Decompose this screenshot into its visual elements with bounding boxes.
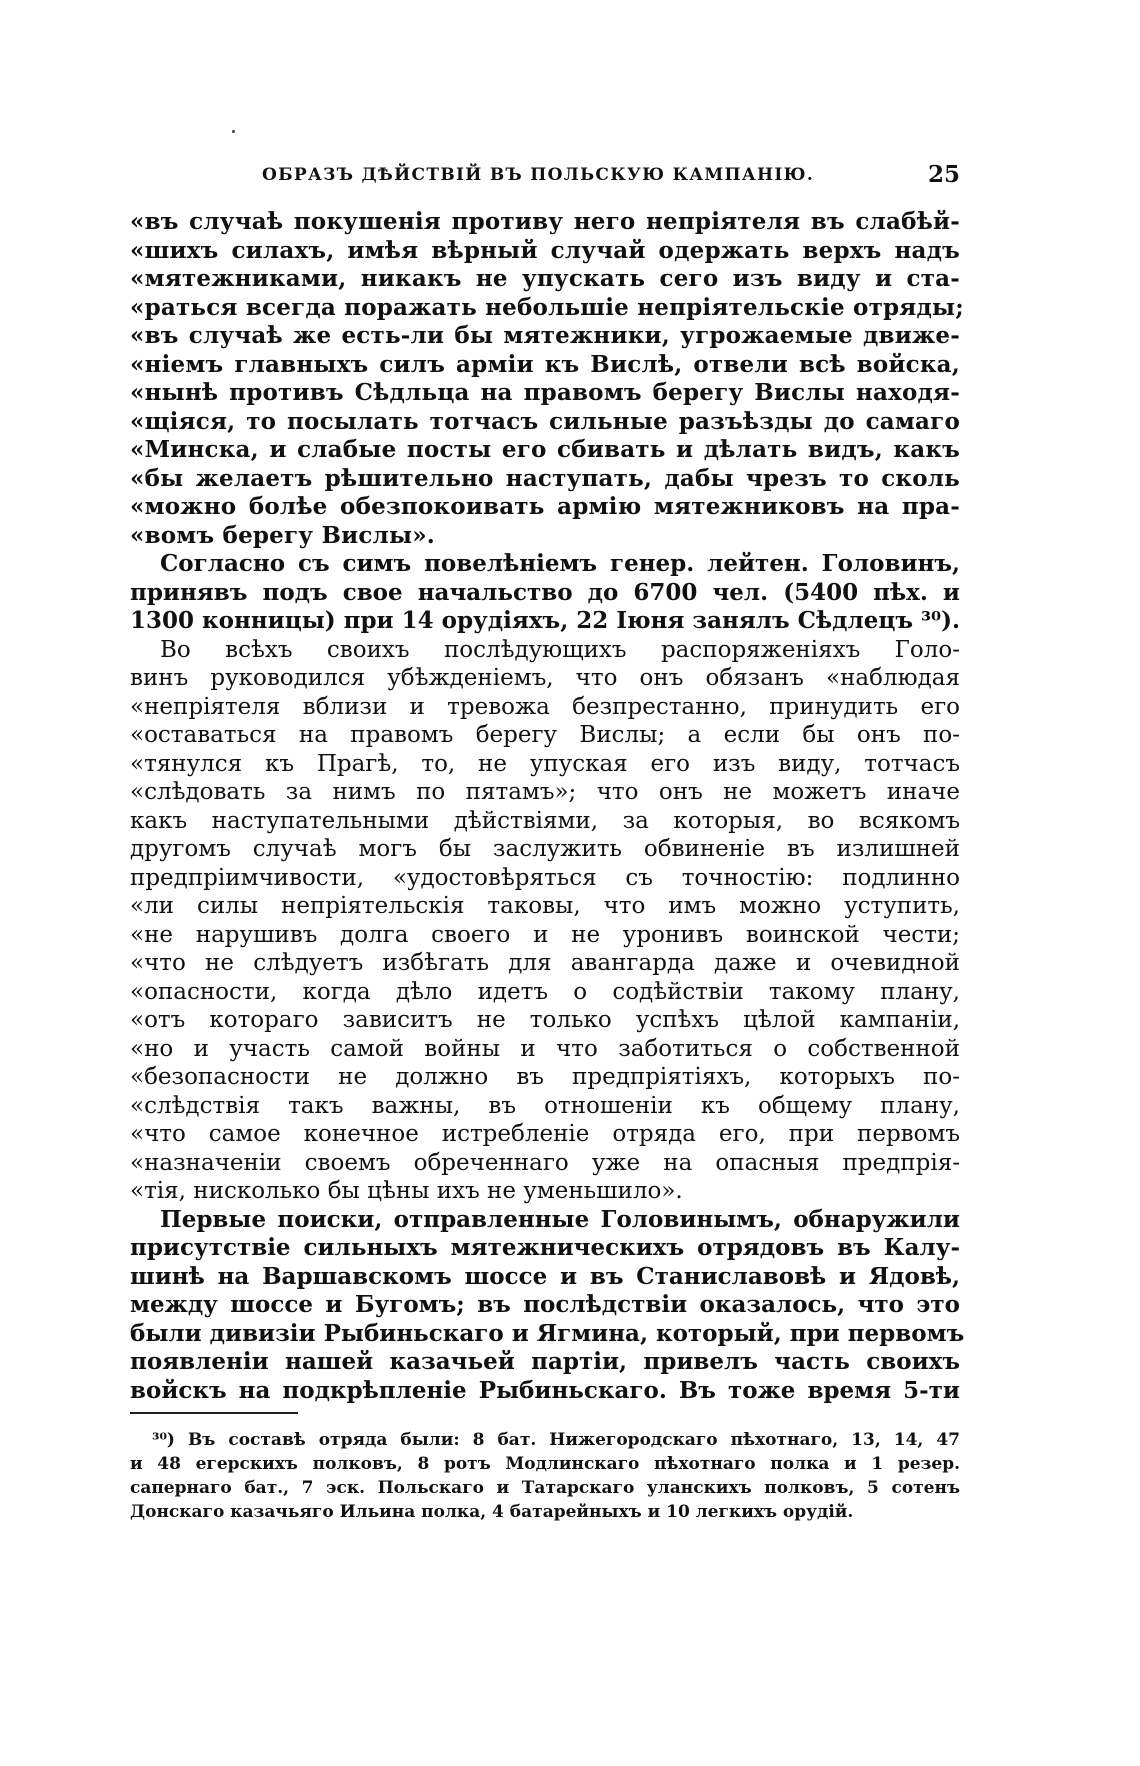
text-line: «щіяся, то посылать тотчасъ сильные разъѣзды до самаго	[130, 407, 960, 435]
page-header	[130, 161, 960, 195]
text-line: 1300 конницы) при 14 орудіяхъ, 22 Іюня занялъ Сѣдлецъ ³⁰).	[130, 607, 961, 634]
paragraph-golovin-command	[130, 550, 960, 636]
text-line: Первые поиски, отправленные Головинымъ, обнаружили	[160, 1205, 960, 1233]
text-line: «оставаться на правомъ берегу Вислы; а если бы онъ по-	[130, 722, 960, 748]
text-line: «но и участь самой войны и что заботиться о собственной	[130, 1035, 960, 1062]
text-line: «опасности, когда дѣло идетъ о содѣйствіи такому плану,	[130, 978, 960, 1005]
text-line: Согласно съ симъ повелѣніемъ генер. лейтен. Головинъ,	[160, 550, 960, 577]
text-line: «ніемъ главныхъ силъ арміи къ Вислѣ, отвели всѣ войска,	[130, 350, 960, 378]
text-line: «бы желаетъ рѣшительно наступать, дабы чрезъ то сколь	[130, 464, 960, 492]
text-line: принявъ подъ свое начальство до 6700 чел. (5400 пѣх. и	[130, 578, 960, 606]
text-line: «шихъ силахъ, имѣя вѣрный случай одержать верхъ надъ	[130, 236, 960, 264]
text-line: «непріятеля вблизи и тревожа безпрестанно, принудить его	[130, 693, 960, 720]
text-line: «тянулся къ Прагѣ, то, не упуская его изъ виду, тотчасъ	[130, 750, 960, 777]
footnote-30	[130, 1428, 960, 1524]
text-line: «въ случаѣ же есть-ли бы мятежники, угрожаемые движе-	[130, 322, 960, 349]
text-line: «безопасности не должно въ предпріятіяхъ, которыхъ по-	[130, 1064, 960, 1090]
text-line: «въ случаѣ покушенія противу него непріятеля въ слабѣй-	[130, 208, 960, 235]
footnote-divider	[130, 1412, 298, 1414]
text-line: «не нарушивъ долга своего и не уронивъ воинской чести;	[130, 921, 960, 948]
page-number: 25	[927, 161, 960, 188]
footnote-line: Донскаго казачьяго Ильина полка, 4 батарейныхъ и 10 легкихъ орудій.	[130, 1502, 854, 1522]
text-line: «отъ котораго зависитъ не только успѣхъ цѣлой кампаніи,	[130, 1007, 960, 1033]
text-line: шинѣ на Варшавскомъ шоссе и въ Станиславовѣ и Ядовѣ,	[130, 1262, 960, 1290]
text-line: «можно болѣе обезпокоивать армію мятежниковъ на пра-	[130, 493, 960, 520]
text-line: «вомъ берегу Вислы».	[130, 521, 435, 549]
text-line: «ли силы непріятельскія таковы, что имъ можно уступить,	[130, 893, 960, 919]
text-line: «нынѣ противъ Сѣдльца на правомъ берегу Вислы находя-	[130, 379, 960, 406]
text-line: «раться всегда поражать небольшіе непріятельскіе отряды;	[130, 293, 964, 321]
ink-speck	[232, 130, 235, 133]
text-line: какъ наступательными дѣйствіями, за которыя, во всякомъ	[130, 807, 960, 834]
quoted-order-paragraph	[130, 208, 964, 550]
text-line: другомъ случаѣ могъ бы заслужить обвиненіе въ излишней	[130, 836, 960, 862]
text-line: «тія, нисколько бы цѣны ихъ не уменьшило».	[130, 1178, 683, 1204]
text-line: «Минска, и слабые посты его сбивать и дѣлать видъ, какъ	[130, 436, 960, 463]
text-line: «слѣдовать за нимъ по пятамъ»; что онъ не можетъ иначе	[130, 779, 960, 805]
text-line: Во всѣхъ своихъ послѣдующихъ распоряженіяхъ Голо-	[160, 636, 960, 663]
text-line: появленіи нашей казачьей партіи, привелъ часть своихъ	[130, 1348, 960, 1375]
running-title: ОБРАЗЪ ДѢЙСТВІЙ ВЪ ПОЛЬСКУЮ КАМПАНІЮ.	[262, 165, 815, 185]
text-line: между шоссе и Бугомъ; въ послѣдствіи оказалось, что это	[130, 1291, 960, 1318]
text-line: «мятежниками, никакъ не упускать сего изъ виду и ста-	[130, 265, 960, 292]
text-line: войскъ на подкрѣпленіе Рыбиньскаго. Въ тоже время 5-ти	[130, 1376, 960, 1404]
text-line: «слѣдствія такъ важны, въ отношеніи къ общему плану,	[130, 1092, 960, 1119]
footnote-line: ³⁰) Въ составѣ отряда были: 8 бат. Нижегородскаго пѣхотнаго, 13, 14, 47	[152, 1430, 960, 1450]
text-line: «что самое конечное истребленіе отряда его, при первомъ	[130, 1121, 960, 1147]
paragraph-first-reconnaissance	[130, 1205, 965, 1406]
text-line: предпріимчивости, «удостовѣряться съ точностію: подлинно	[130, 864, 960, 891]
text-line: «назначеніи своемъ обреченнаго уже на опасныя предпрія-	[130, 1149, 960, 1176]
text-line: винъ руководился убѣжденіемъ, что онъ обязанъ «наблюдая	[130, 665, 960, 691]
text-line: «что не слѣдуетъ избѣгать для авангарда даже и очевидной	[130, 950, 960, 976]
main-text	[130, 208, 965, 1405]
footnote-line: сапернаго бат., 7 эск. Польскаго и Татарскаго уланскихъ полковъ, 5 сотенъ	[130, 1478, 960, 1498]
footnote-line: и 48 егерскихъ полковъ, 8 ротъ Модлинскаго пѣхотнаго полка и 1 резер.	[130, 1454, 960, 1474]
paragraph-golovin-orders	[130, 636, 960, 1206]
text-line: присутствіе сильныхъ мятежническихъ отрядовъ въ Калу-	[130, 1234, 960, 1261]
text-line: были дивизіи Рыбиньскаго и Ягмина, который, при первомъ	[130, 1319, 965, 1347]
